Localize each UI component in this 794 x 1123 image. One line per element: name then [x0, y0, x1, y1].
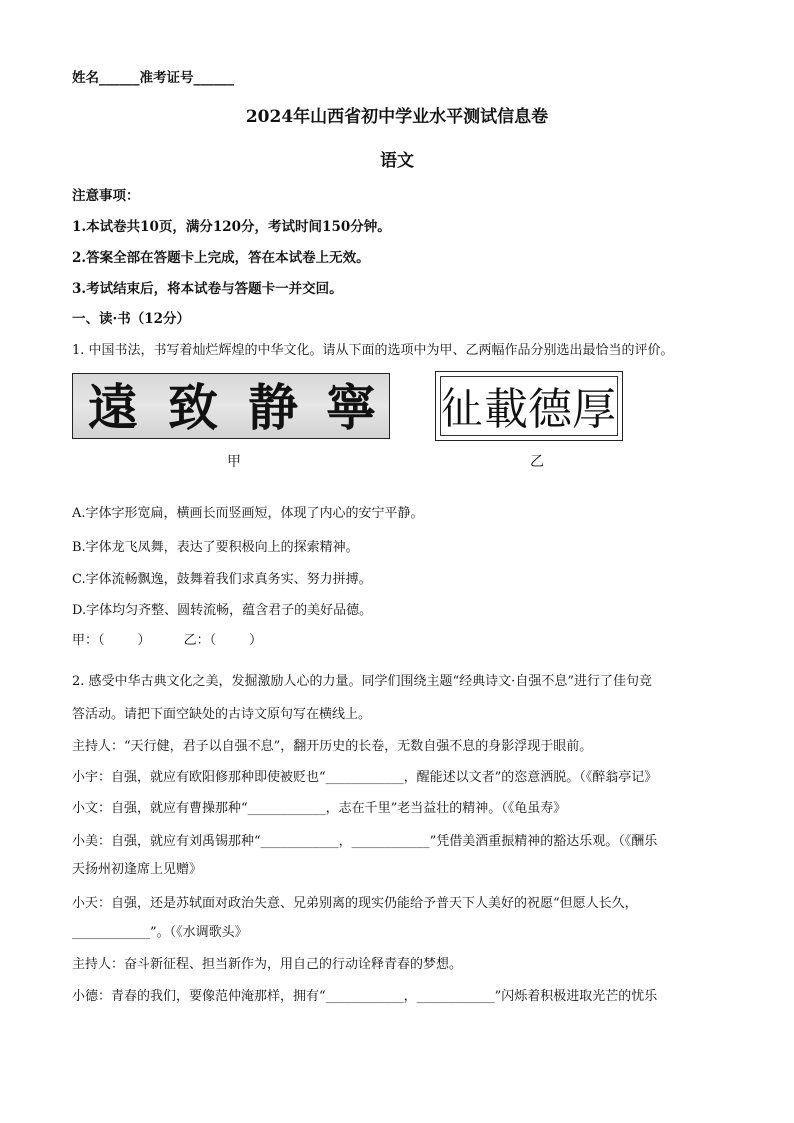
q1-option-d: D.字体均匀齐整、圆转流畅，蕴含君子的美好品德。 [72, 603, 373, 618]
calligraphy-char: 致 [168, 378, 218, 437]
notice-heading: 注意事项： [72, 188, 140, 204]
caption-jia: 甲 [227, 454, 241, 470]
calligraphy-char: 遠 [88, 378, 138, 437]
subject-title: 语文 [380, 151, 414, 171]
notice-item-2: 2.答案全部在答题卡上完成，答在本试卷上无效。 [72, 250, 370, 266]
q1-stem: 1. 中国书法，书写着灿烂辉煌的中华文化。请从下面的选项中为甲、乙两幅作品分别选出最恰当的评价。 [72, 343, 674, 358]
q2-dialogue-line: 小天：自强，还是苏轼面对政治失意、兄弟别离的现实仍能给予普天下人美好的祝愿“但愿人长久， [72, 896, 638, 911]
q1-option-a: A.字体字形宽扁，横画长而竖画短，体现了内心的安宁平静。 [72, 506, 424, 521]
calligraphy-char: 寧 [326, 378, 376, 437]
q2-dialogue-line: 小宇：自强，就应有欧阳修那种即使被贬也“____________，醒能述以文者”的恣意洒脱。（《醉翁亭记》 [72, 770, 658, 785]
q2-stem-line-2: 答活动。请把下面空缺处的古诗文原句写在横线上。 [72, 707, 372, 722]
q2-dialogue-line: 主持人：奋斗新征程、担当新作为，用自己的行动诠释青春的梦想。 [72, 957, 463, 972]
caption-yi: 乙 [530, 454, 544, 470]
notice-item-3: 3.考试结束后，将本试卷与答题卡一并交回。 [72, 281, 343, 297]
q2-dialogue-line: 小德：青春的我们，要像范仲淹那样，拥有“____________，____________”闪烁着积极进取光芒的忧乐 [72, 989, 658, 1004]
calligraphy-char: 載 [484, 384, 528, 435]
name-and-exam-number-line: 姓名______准考证号______ [72, 70, 234, 86]
calligraphy-char: 德 [528, 384, 572, 435]
calligraphy-char: 厚 [572, 384, 616, 435]
q1-option-b: B.字体龙飞凤舞，表达了要积极向上的探索精神。 [72, 540, 359, 555]
calligraphy-char: 静 [248, 378, 298, 437]
q2-dialogue-line: 主持人：“天行健，君子以自强不息”，翻开历史的长卷，无数自强不息的身影浮现于眼前。 [72, 739, 593, 754]
q2-dialogue-line: ____________”。（《水调歌头》 [72, 925, 248, 940]
section-heading-reading: 一、读·书（12分） [72, 311, 190, 327]
calligraphy-image-yi [435, 371, 623, 441]
q1-option-c: C.字体流畅飘逸，鼓舞着我们求真务实、努力拼搏。 [72, 572, 372, 587]
calligraphy-image-jia [72, 373, 390, 439]
q2-dialogue-line: 小美：自强，就应有刘禹锡那种“____________，____________”凭借美酒重振精神的豁达乐观。（《酬乐 [72, 834, 658, 849]
notice-item-1: 1.本试卷共10页，满分120分，考试时间150分钟。 [72, 219, 391, 235]
exam-title: 2024年山西省初中学业水平测试信息卷 [245, 107, 549, 127]
q2-stem-line-1: 2. 感受中华古典文化之美，发掘激励人心的力量。同学们围绕主题“经典诗文·自强不息”进行了佳句竞 [72, 674, 652, 689]
calligraphy-char: 𢓊 [440, 384, 484, 435]
q2-dialogue-line: 小文：自强，就应有曹操那种“____________，志在千里”老当益壮的精神。（《龟虽寿》 [72, 801, 567, 816]
q2-dialogue-line: 天扬州初逢席上见赠》 [72, 862, 203, 877]
q1-answer-line: 甲：（ ） 乙：（ ） [72, 633, 263, 648]
